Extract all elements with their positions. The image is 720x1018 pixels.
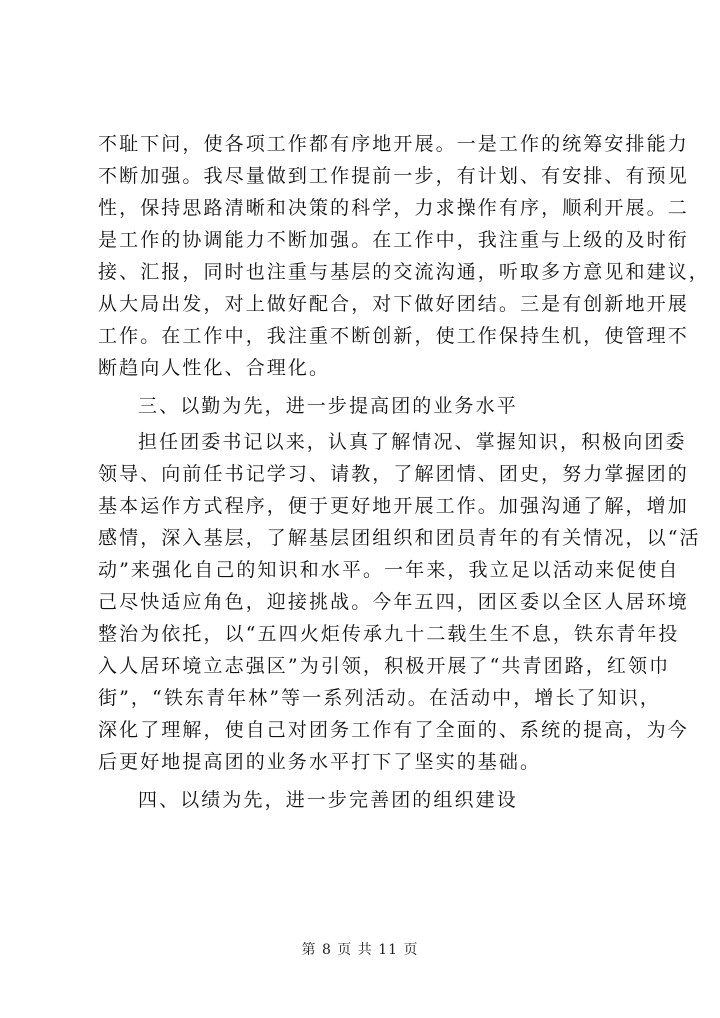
text-line: 不断加强。我尽量做到工作提前一步，有计划、有安排、有预见	[98, 165, 689, 187]
text-line: 入人居环境立志强区”为引领，积极开展了“共青团路，红领巾	[98, 655, 671, 677]
text-line: 领导、向前任书记学习、请教，了解团情、团史，努力掌握团的	[98, 463, 689, 485]
text-line: 后更好地提高团的业务水平打下了坚实的基础。	[98, 751, 542, 773]
text-line: 感情，深入基层，了解基层团组织和团员青年的有关情况，以“活	[98, 527, 701, 549]
text-line: 基本运作方式程序，便于更好地开展工作。加强沟通了解，增加	[98, 495, 689, 517]
text-line: 动”来强化自己的知识和水平。一年来，我立足以活动来促使自	[98, 559, 680, 581]
paragraph-2	[98, 426, 701, 778]
text-line: 断趋向人性化、合理化。	[98, 357, 331, 379]
text-line: 街”，“铁东青年林”等一系列活动。在活动中，增长了知识，	[98, 687, 661, 709]
text-line: 深化了理解，使自己对团务工作有了全面的、系统的提高，为今	[98, 719, 689, 741]
text-line: 从大局出发，对上做好配合，对下做好团结。三是有创新地开展	[98, 293, 689, 315]
text-line: 不耻下问，使各项工作都有序地开展。一是工作的统筹安排能力	[98, 133, 689, 155]
section-heading-3: 三、以勤为先，进一步提高团的业务水平	[138, 395, 518, 417]
text-line: 性，保持思路清晰和决策的科学，力求操作有序，顺利开展。二	[98, 197, 689, 219]
text-line: 整治为依托，以“五四火炬传承九十二载生生不息，铁东青年投	[98, 623, 680, 645]
text-line: 接、汇报，同时也注重与基层的交流沟通，听取多方意见和建议，	[98, 261, 710, 283]
text-line: 担任团委书记以来，认真了解情况、掌握知识，积极向团委	[138, 431, 687, 453]
section-heading-4: 四、以绩为先，进一步完善团的组织建设	[138, 789, 518, 811]
text-line: 己尽快适应角色，迎接挑战。今年五四，团区委以全区人居环境	[98, 591, 689, 613]
text-line: 工作。在工作中，我注重不断创新，使工作保持生机，使管理不	[98, 325, 689, 347]
page-number-footer: 第 8 页 共 11 页	[301, 942, 419, 958]
text-line: 是工作的协调能力不断加强。在工作中，我注重与上级的及时衔	[98, 229, 689, 251]
document-body	[98, 128, 710, 820]
paragraph-1	[98, 128, 710, 384]
